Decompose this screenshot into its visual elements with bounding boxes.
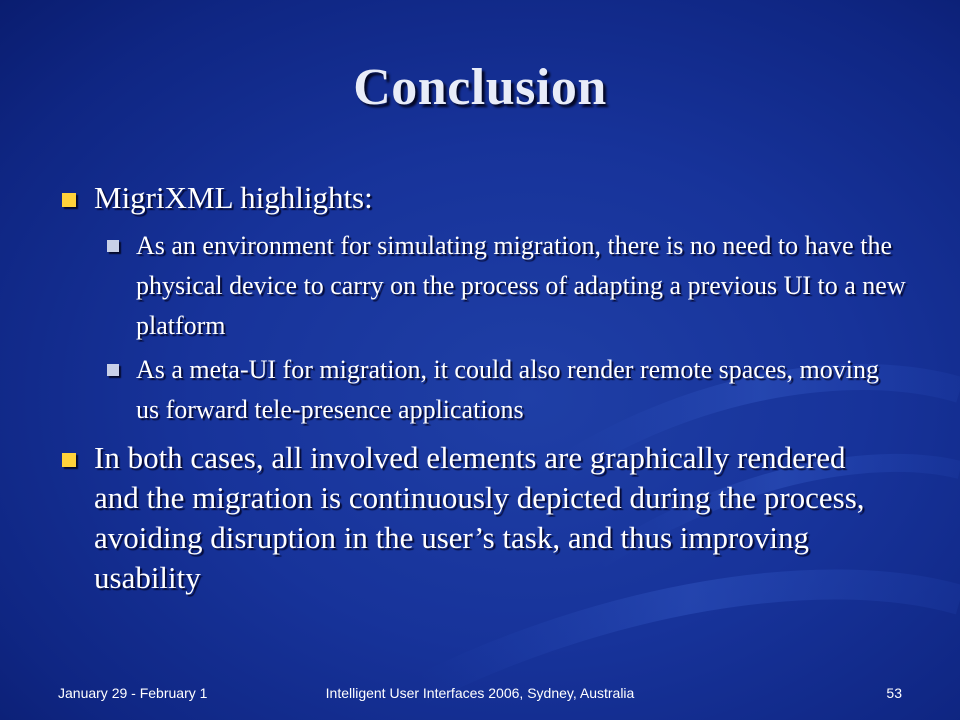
sub-bullet-text: As an environment for simulating migration, there is no need to have the physical device to carry on the process of adapting a previous UI to a new platform (136, 231, 906, 340)
bullet-square-icon (62, 453, 76, 467)
sub-bullet-text: As a meta-UI for migration, it could also render remote spaces, moving us forward tele-presence applications (136, 355, 879, 424)
footer-conference: Intelligent User Interfaces 2006, Sydney, Australia (325, 685, 635, 701)
sub-bullet-square-icon (107, 240, 119, 252)
footer-date: January 29 - February 1 (58, 685, 208, 701)
bullet-text: In both cases, all involved elements are graphically rendered and the migration is continuously depicted during the process, avoiding disruption in the user’s task, and thus improving usability (94, 440, 865, 595)
footer-page-number: 53 (886, 685, 902, 701)
bullet-text: MigriXML highlights: (94, 180, 373, 215)
slide-title: Conclusion (353, 59, 607, 116)
bullet-square-icon (62, 193, 76, 207)
sub-bullet-square-icon (107, 364, 119, 376)
